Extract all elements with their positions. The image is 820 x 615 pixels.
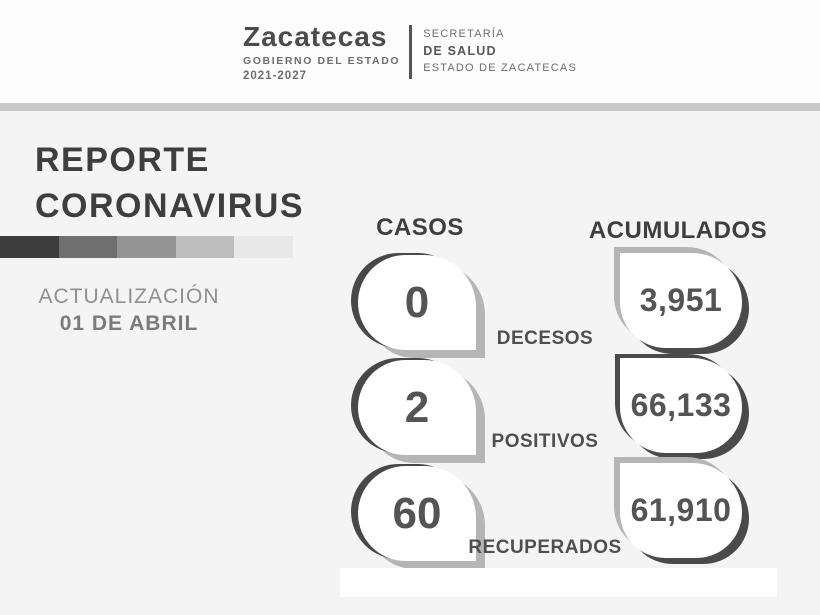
casos-bubble bbox=[358, 360, 476, 455]
row-label: POSITIVOS bbox=[491, 431, 599, 452]
update-date: 01 DE ABRIL bbox=[59, 312, 199, 335]
logo-divider bbox=[409, 25, 412, 79]
org-line-3: ESTADO DE ZACATECAS bbox=[423, 62, 577, 74]
acumulados-value: 3,951 bbox=[639, 282, 723, 318]
report-body bbox=[0, 111, 820, 615]
update-block bbox=[18, 283, 240, 337]
page-title-line-1: REPORTE bbox=[35, 141, 210, 179]
casos-bubble bbox=[358, 466, 476, 561]
acumulados-bubble bbox=[620, 358, 742, 453]
acumulados-bubble bbox=[620, 253, 742, 348]
gradient-bar bbox=[0, 236, 293, 258]
acumulados-bubble bbox=[620, 463, 742, 558]
casos-bubble bbox=[358, 255, 476, 350]
bottom-white-bar bbox=[340, 568, 777, 597]
page-title bbox=[35, 137, 304, 229]
row-label: DECESOS bbox=[496, 328, 594, 349]
header bbox=[0, 0, 820, 103]
row-label: RECUPERADOS bbox=[468, 537, 622, 558]
column-header-acumulados: ACUMULADOS bbox=[588, 217, 768, 244]
org-line-2: DE SALUD bbox=[423, 44, 497, 58]
brand-name: Zacatecas bbox=[242, 20, 388, 52]
gradient-segment-1 bbox=[0, 236, 59, 258]
brand-block bbox=[243, 22, 400, 82]
top-divider-bar bbox=[0, 103, 820, 111]
secretaria-block bbox=[423, 26, 577, 77]
gradient-segment-4 bbox=[176, 236, 235, 258]
brand-years: 2021-2027 bbox=[242, 69, 307, 82]
casos-value: 60 bbox=[392, 488, 442, 538]
acumulados-value: 61,910 bbox=[630, 492, 732, 528]
update-label: ACTUALIZACIÓN bbox=[38, 285, 220, 308]
gradient-segment-5 bbox=[234, 236, 293, 258]
casos-value: 0 bbox=[404, 277, 430, 327]
brand-tagline: GOBIERNO DEL ESTADO bbox=[242, 54, 401, 67]
government-logo bbox=[243, 22, 577, 82]
gradient-segment-3 bbox=[117, 236, 176, 258]
acumulados-value: 66,133 bbox=[630, 387, 732, 423]
gradient-segment-2 bbox=[59, 236, 118, 258]
page-title-line-2: CORONAVIRUS bbox=[35, 187, 304, 225]
column-header-casos: CASOS bbox=[376, 214, 464, 241]
casos-value: 2 bbox=[404, 382, 430, 432]
org-line-1: SECRETARÍA bbox=[423, 28, 505, 40]
